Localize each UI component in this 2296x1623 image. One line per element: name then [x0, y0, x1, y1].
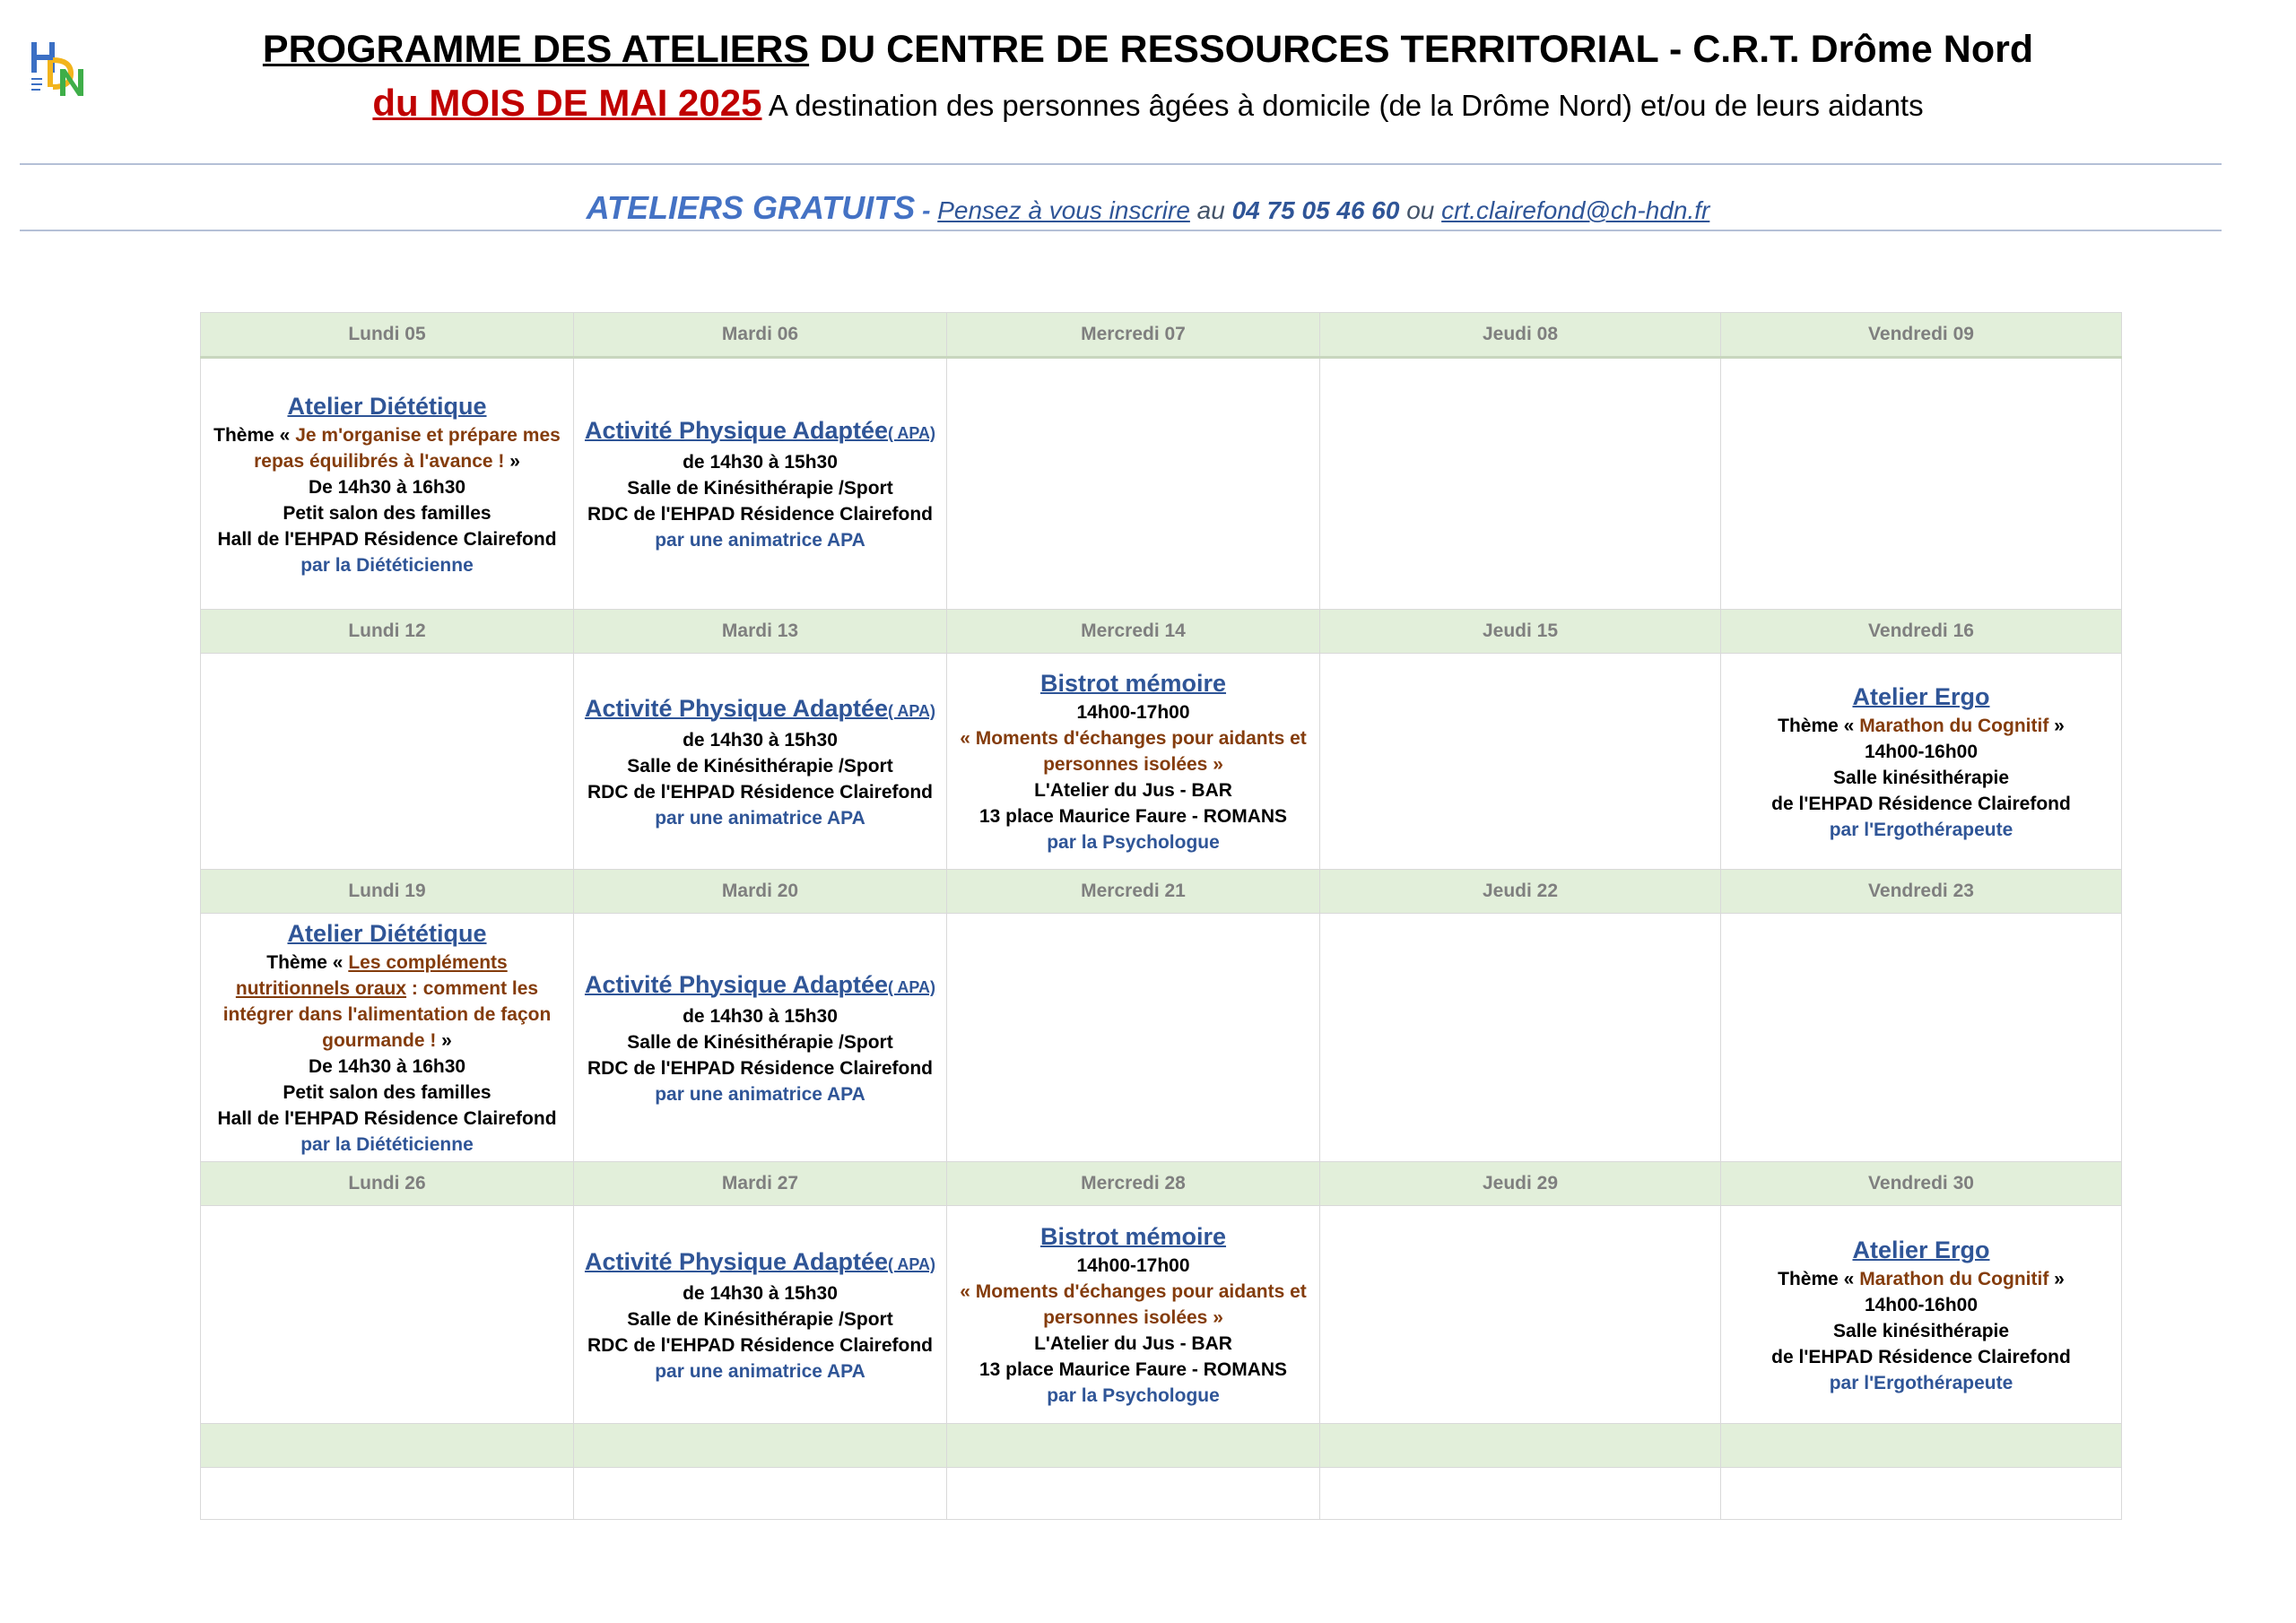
event-time: 14h00-16h00 [1864, 1294, 1979, 1315]
day-header: Mardi 06 [574, 313, 947, 358]
day-cell [1721, 654, 2122, 870]
day-cell [1320, 914, 1721, 1162]
event-host: par la Psychologue [1047, 1385, 1220, 1406]
theme-label: Thème « [266, 952, 349, 973]
day-cell [947, 914, 1320, 1162]
day-header: Lundi 12 [201, 610, 574, 654]
event-apa[interactable] [574, 1242, 946, 1388]
event-time: 14h00-16h00 [1864, 741, 1979, 762]
theme-label: Thème « [1778, 715, 1860, 736]
event-theme: Je m'organise et prépare mes repas équilibrés à l'avance ! [254, 424, 561, 472]
day-header: Mardi 20 [574, 870, 947, 914]
event-title-abbr: ( APA) [888, 977, 936, 996]
event-title-abbr: ( APA) [888, 1254, 936, 1273]
event-time: De 14h30 à 16h30 [308, 476, 466, 498]
event-title [581, 692, 939, 727]
event-place: Salle de Kinésithérapie /Sport [627, 478, 893, 499]
event-time: De 14h30 à 16h30 [308, 1056, 466, 1077]
day-cell [201, 654, 574, 870]
theme-close: » [2048, 715, 2065, 736]
day-header-empty [1320, 1424, 1721, 1468]
week-header-row [201, 870, 2122, 914]
event-place: Salle kinésithérapie [1832, 1320, 2010, 1341]
event-title-text: Activité Physique Adaptée [584, 1247, 889, 1275]
event-title-abbr: ( APA) [888, 424, 936, 442]
event-time: de 14h30 à 15h30 [683, 1005, 838, 1027]
phone-number: 04 75 05 46 60 [1231, 196, 1400, 224]
event-place: Salle de Kinésithérapie /Sport [627, 1031, 893, 1053]
day-cell [201, 1468, 574, 1520]
event-place: RDC de l'EHPAD Résidence Clairefond [587, 1057, 933, 1079]
event-time: de 14h30 à 15h30 [683, 452, 838, 473]
event-host: par une animatrice APA [655, 1083, 865, 1105]
event-place: 13 place Maurice Faure - ROMANS [978, 806, 1288, 827]
event-place: Hall de l'EHPAD Résidence Clairefond [217, 1108, 557, 1129]
event-theme: : comment les intégrer dans l'alimentation de façon gourmande ! [222, 978, 552, 1051]
event-theme: Marathon du Cognitif [1859, 715, 2049, 736]
day-cell [201, 1206, 574, 1424]
week-content-row [201, 654, 2122, 870]
event-title [581, 414, 939, 449]
event-title [581, 968, 939, 1003]
day-header: Mercredi 28 [947, 1162, 1320, 1206]
day-cell [947, 1468, 1320, 1520]
day-header: Lundi 05 [201, 313, 574, 358]
free-workshops-banner [0, 187, 2296, 232]
event-title-text: Activité Physique Adaptée [584, 417, 889, 444]
event-place: Salle kinésithérapie [1832, 767, 2010, 788]
event-apa[interactable] [574, 689, 946, 835]
week-content-row [201, 1206, 2122, 1424]
day-header: Mercredi 14 [947, 610, 1320, 654]
event-place: L'Atelier du Jus - BAR [1034, 780, 1232, 801]
event-host: par la Diététicienne [300, 554, 474, 576]
event-dietetique[interactable] [201, 914, 573, 1161]
event-place: Salle de Kinésithérapie /Sport [627, 1308, 893, 1330]
day-header-empty [947, 1424, 1320, 1468]
event-host: par une animatrice APA [655, 530, 865, 551]
empty-content-row [201, 1468, 2122, 1520]
divider-bottom [20, 230, 2222, 231]
week-content-row [201, 914, 2122, 1162]
banner-ou: ou [1399, 196, 1442, 224]
event-place: RDC de l'EHPAD Résidence Clairefond [587, 504, 933, 525]
theme-close: » [2048, 1268, 2065, 1289]
calendar-grid [200, 312, 2122, 1520]
day-header: Vendredi 23 [1721, 870, 2122, 914]
page-title [0, 25, 2296, 74]
event-time: de 14h30 à 15h30 [683, 1282, 838, 1304]
event-place: RDC de l'EHPAD Résidence Clairefond [587, 1334, 933, 1356]
week-header-row [201, 1162, 2122, 1206]
day-cell [574, 358, 947, 610]
event-host: par une animatrice APA [655, 1360, 865, 1382]
day-header: Jeudi 15 [1320, 610, 1721, 654]
day-header: Lundi 19 [201, 870, 574, 914]
event-theme: « Moments d'échanges pour aidants et personnes isolées » [960, 728, 1307, 775]
event-theme: Marathon du Cognitif [1859, 1268, 2049, 1289]
event-host: par l'Ergothérapeute [1829, 1372, 2013, 1393]
day-cell [574, 1206, 947, 1424]
event-place: Petit salon des familles [283, 502, 491, 524]
event-title-abbr: ( APA) [888, 701, 936, 720]
event-dietetique[interactable] [201, 386, 573, 582]
theme-close: » [504, 450, 520, 472]
event-title-text: Activité Physique Adaptée [584, 694, 889, 722]
day-cell [1320, 654, 1721, 870]
day-cell [1721, 914, 2122, 1162]
event-title: Bistrot mémoire [1039, 670, 1227, 697]
day-cell [201, 914, 574, 1162]
day-header: Mercredi 07 [947, 313, 1320, 358]
event-time: 14h00-17h00 [1076, 702, 1190, 723]
day-cell [1721, 1468, 2122, 1520]
event-place: Hall de l'EHPAD Résidence Clairefond [217, 528, 557, 550]
divider-top [20, 163, 2222, 165]
event-bistrot[interactable] [947, 1217, 1319, 1412]
event-title: Atelier Diététique [287, 920, 487, 947]
day-header: Jeudi 29 [1320, 1162, 1721, 1206]
event-host: par une animatrice APA [655, 807, 865, 829]
day-cell [947, 1206, 1320, 1424]
day-cell [1320, 358, 1721, 610]
event-place: Petit salon des familles [283, 1082, 491, 1103]
page-subtitle [0, 82, 2296, 126]
event-title: Atelier Ergo [1852, 1236, 1990, 1263]
day-cell [1320, 1206, 1721, 1424]
event-title: Bistrot mémoire [1039, 1223, 1227, 1250]
day-header: Mardi 13 [574, 610, 947, 654]
day-header: Vendredi 09 [1721, 313, 2122, 358]
ateliers-gratuits: ATELIERS GRATUITS [586, 189, 916, 226]
event-ergo[interactable] [1721, 1230, 2121, 1400]
event-place: Salle de Kinésithérapie /Sport [627, 755, 893, 777]
event-place: de l'EHPAD Résidence Clairefond [1771, 1346, 2071, 1367]
day-header: Jeudi 22 [1320, 870, 1721, 914]
week-header-row [201, 610, 2122, 654]
event-theme: « Moments d'échanges pour aidants et personnes isolées » [960, 1281, 1307, 1328]
day-header-empty [1721, 1424, 2122, 1468]
event-ergo[interactable] [1721, 677, 2121, 846]
day-cell [574, 654, 947, 870]
event-place: 13 place Maurice Faure - ROMANS [978, 1359, 1288, 1380]
page-title-rest: DU CENTRE DE RESSOURCES TERRITORIAL - C.R.T. Drôme Nord [809, 28, 2034, 71]
day-cell [1721, 358, 2122, 610]
event-bistrot[interactable] [947, 664, 1319, 859]
day-header: Mercredi 21 [947, 870, 1320, 914]
event-title [581, 1245, 939, 1280]
event-host: par l'Ergothérapeute [1829, 819, 2013, 840]
event-theme-underlined: Les compléments nutritionnels oraux [235, 952, 508, 999]
day-header: Mardi 27 [574, 1162, 947, 1206]
event-title-text: Activité Physique Adaptée [584, 970, 889, 998]
email-link[interactable]: crt.clairefond@ch-hdn.fr [1441, 196, 1710, 224]
day-cell [574, 914, 947, 1162]
day-cell [574, 1468, 947, 1520]
day-cell [201, 358, 574, 610]
event-place: de l'EHPAD Résidence Clairefond [1771, 793, 2071, 814]
day-cell [947, 358, 1320, 610]
day-cell [947, 654, 1320, 870]
event-title: Atelier Diététique [287, 392, 487, 420]
event-apa[interactable] [574, 411, 946, 557]
day-header: Vendredi 16 [1721, 610, 2122, 654]
day-header: Vendredi 30 [1721, 1162, 2122, 1206]
signup-link[interactable]: Pensez à vous inscrire [937, 196, 1190, 224]
event-time: de 14h30 à 15h30 [683, 729, 838, 751]
event-host: par la Psychologue [1047, 832, 1220, 853]
week-content-row [201, 358, 2122, 610]
day-header: Lundi 26 [201, 1162, 574, 1206]
event-place: RDC de l'EHPAD Résidence Clairefond [587, 781, 933, 803]
event-place: L'Atelier du Jus - BAR [1034, 1333, 1232, 1354]
day-cell [1320, 1468, 1721, 1520]
month-label: du MOIS DE MAI 2025 [372, 82, 762, 124]
day-header-empty [201, 1424, 574, 1468]
empty-header-row [201, 1424, 2122, 1468]
theme-label: Thème « [213, 424, 296, 446]
banner-dash: - [915, 196, 938, 224]
event-title: Atelier Ergo [1852, 682, 1990, 710]
day-cell [1721, 1206, 2122, 1424]
event-time: 14h00-17h00 [1076, 1255, 1190, 1276]
theme-label: Thème « [1778, 1268, 1860, 1289]
day-header: Jeudi 08 [1320, 313, 1721, 358]
banner-au: au [1189, 196, 1232, 224]
audience-text: A destination des personnes âgées à domicile (de la Drôme Nord) et/ou de leurs aidants [761, 89, 1924, 122]
week-header-row [201, 313, 2122, 358]
theme-close: » [436, 1030, 452, 1051]
page-title-underlined: PROGRAMME DES ATELIERS [262, 28, 810, 71]
event-apa[interactable] [574, 965, 946, 1111]
day-header-empty [574, 1424, 947, 1468]
event-host: par la Diététicienne [300, 1134, 474, 1155]
